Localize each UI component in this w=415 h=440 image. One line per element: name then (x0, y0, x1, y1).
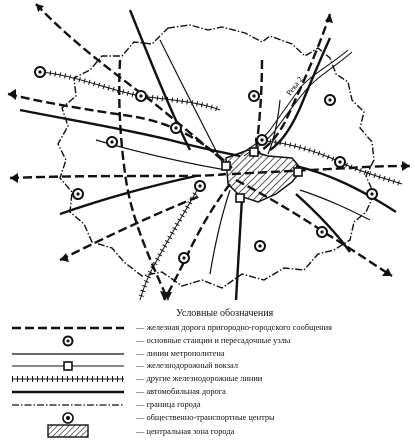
station-dots (38, 70, 373, 259)
legend-label: — граница города (136, 399, 201, 409)
highway-symbol (8, 386, 128, 398)
main-station-symbol (8, 335, 128, 347)
legend-row-rail-station (8, 360, 408, 373)
highways (20, 10, 396, 300)
river-label: Река 2 (284, 74, 305, 98)
legend-label: — железнодорожный вокзал (136, 361, 239, 371)
central-zone-symbol (8, 424, 128, 438)
city-boundary-symbol (8, 399, 128, 411)
legend-label: — общественно-транспортные центры (136, 412, 275, 422)
suburban-rail-lines (8, 4, 410, 300)
other-rail-symbol (8, 373, 128, 385)
legend-row-suburban-rail (8, 322, 408, 335)
legend-row-central-zone (8, 424, 408, 440)
legend-row-metro (8, 348, 408, 361)
legend-label: — железная дорога пригородно-городского сообщения (136, 323, 333, 332)
legend-title: Условные обозначения (176, 308, 274, 319)
legend-label: — линии метрополитена (136, 348, 225, 358)
legend-label: — основные станции и пересадочные узлы (136, 335, 291, 345)
rail-station-symbol (8, 360, 128, 372)
legend-row-other-rail (8, 373, 408, 386)
legend-row-main-stations (8, 335, 408, 348)
suburban-rail-arrows (8, 4, 410, 300)
legend-label: — автомобильная дорога (136, 386, 226, 396)
legend-label: — центральная зона города (136, 427, 235, 437)
suburban-rail-symbol (8, 322, 128, 334)
legend-label: — другие железнодорожные линии (136, 374, 263, 384)
main-stations (35, 67, 377, 263)
transport-center-symbol (8, 412, 128, 424)
legend (8, 322, 408, 440)
metro-symbol (8, 348, 128, 360)
legend-row-transport-centers (8, 412, 408, 425)
legend-row-highway (8, 386, 408, 399)
legend-row-city-boundary (8, 399, 408, 412)
